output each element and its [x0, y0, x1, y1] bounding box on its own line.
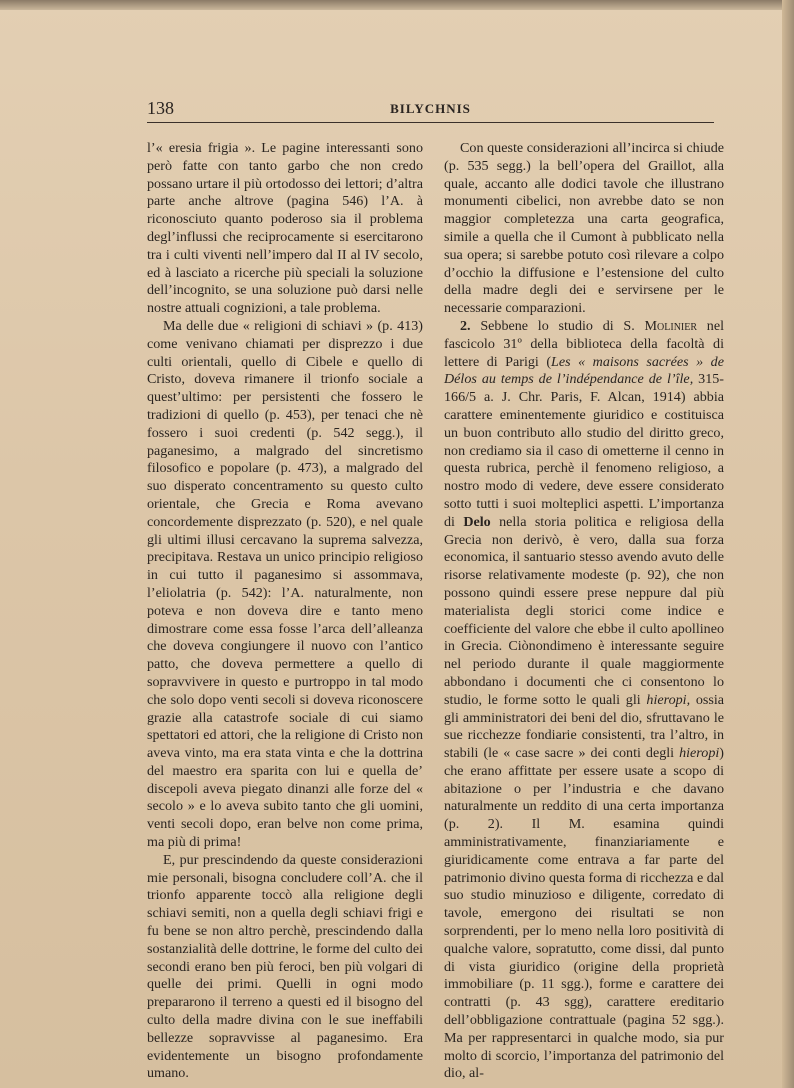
term-hieropi: hieropi	[679, 745, 720, 762]
text-run: 315-166/5 a. J. Chr. Paris, F. Alcan, 1914) abbia carattere eminentemente giuridico e costituisca un buon contributo allo studio del diritto greco, non crediamo sia il caso di ometterne il cenno in questa rubrica, perchè il fenomeno religioso, a nostro modo di vedere, deve essere considerato sotto tutti i suoi molteplici aspetti. L’importanza di	[444, 371, 724, 530]
page-header	[147, 98, 714, 123]
text-run: Sebbene lo studio di S.	[470, 317, 645, 334]
right-paragraph-2	[444, 318, 724, 1083]
book-title: Les « maisons sacrées » de Délos au temps de l’indépendance de l’île,	[444, 353, 724, 388]
place-name-delo: Delo	[463, 513, 491, 530]
left-paragraph-2: Ma delle due « religioni di schiavi » (p. 413) come venivano chiamati per disprezzo i due culti orientali, quello di Cibele e quello di Cristo, doveva rimanere il trionfo sociale a quest’ultimo: per persistenti che fossero le tradizioni di quello (p. 453), per tenaci che nè fossero i suoi credenti (p. 542 segg.), il paganesimo, a malgrado del sincretismo filosofico e popolare (p. 473), a malgrado del suo disperato concentramento su questo culto orientale, che Grecia e Roma avevano concordemente disprezzato (p. 520), e nel quale gli ultimi illusi cercavano la suprema salvezza, precipitava. Restava un unico principio religioso in cui tutto il paganesimo si assommava, l’eliolatria (p. 542): l’A. naturalmente, non poteva e non doveva dire e tanto meno dimostrare come essa fosse l’arca dell’alleanza che doveva congiungere il nuovo con l’antico patto, che doveva permettere a quello di sopravvivere in questo e purtroppo in tal modo che solo dopo venti secoli si doveva riconoscere grazie alla catastrofe sociale di cui siamo spettatori ed attori, che la religione di Cristo non aveva vinto, ma era stata vinta e che la dottrina del maestro era sparita con lui e quella de’ discepoli aveva piegato dinanzi alle forze del « secolo » e lo aveva subito tanto che gli uomini, venti secoli dopo, eran belve non come prima, ma più di prima!	[147, 317, 423, 851]
author-name: Molinier	[644, 317, 698, 334]
left-column	[147, 140, 423, 1083]
section-number: 2.	[460, 317, 471, 334]
left-paragraph-1: l’« eresia frigia ». Le pagine interessanti sono però fatte con tanto garbo che non credo possano urtare il più ortodosso dei lettori; d’altra parte anche altrove (pagina 546) l’A. à riconosciuto quanto poderoso sia il problema degl’influssi che reciprocamente si esercitarono tra i culti viventi nell’impero dal II al IV secolo, ed à lasciato a ricerche più speciali la soluzione dell’incognito, se una soluzione può darsi nelle nostre attuali cognizioni, a tale problema.	[147, 140, 423, 317]
page-right-edge	[782, 0, 794, 1088]
text-run: nel fascicolo 31º della biblioteca della facoltà di lettere di Parigi (	[444, 317, 724, 370]
page-number: 138	[147, 98, 174, 118]
running-title: BILYCHNIS	[390, 101, 471, 116]
right-paragraph-1: Con queste considerazioni all’incirca si chiude (p. 535 segg.) la bell’opera del Graillot, alla quale, accanto alle dodici tavole che illustrano monumenti cibelici, non avrebbe dato se non maggior completezza una carta geografica, simile a quella che il Cumont à pubblicato nella sua opera; si sarebbe potuto così rilevare a colpo d’occhio la diffusione e l’estensione del culto della madre degli dei e servirsene per le necessarie comparazioni.	[444, 140, 724, 317]
text-run: ossia gli amministratori dei beni del dio, sfruttavano le sue ricchezze fondiarie consistenti, tra l’altro, in stabili (le « case sacre » dei conti degli	[444, 691, 725, 762]
left-paragraph-3: E, pur prescindendo da queste considerazioni mie personali, bisogna concludere coll’A. che il trionfo apparente toccò alla religione degli schiavi semiti, non a quella degli schiavi frigi e fu bene se non altro perchè, prescindendo dalla sostanzialità delle dottrine, le forme del culto dei secondi erano ben più feroci, ben più volgari di quelle dei primi. Quelli in ogni modo prepararono il terreno a questi ed il bisogno del culto della madre divina con le sue ineffabili bellezze sopravvisse al paganesimo. Era evidentemente un bisogno profondamente umano.	[147, 851, 423, 1082]
right-column	[444, 140, 724, 1083]
term-hieropi: hieropi,	[646, 691, 691, 708]
page-top-edge	[0, 0, 794, 10]
text-run: ) che erano affittate per essere usate a scopo di abitazione o per l’industria e che davano naturalmente un reddito di una certa importanza (p. 2). Il M. esamina quindi amministrativamente, finanziariamente e giuridicamente come entrava a far parte del patrimonio divino questa forma di ricchezza e dal suo studio minuzioso e diligente, corredato di tavole, emergono dei risultati se non sorprendenti, per lo meno nella loro positività di qualche valore, sopratutto, come dissi, dal punto di vista giuridico (origine della proprietà immobiliare (p. 11 sgg.), forme e carattere dei contratti (p. 43 sgg), carattere ereditario dell’obbligazione contrattuale (pagina 52 sgg.). Ma per rappresentarci in qualche modo, sia pur molto di scorcio, l’importanza del patrimonio del dio, al-	[444, 745, 724, 1082]
text-run: nella storia politica e religiosa della Grecia non derivò, è vero, dalla sua forza economica, il santuario stesso avendo avuto delle risorse relativamente modeste (p. 92), che non possono quindi essere prese neppure dal più materialista degli storici come indice e coefficiente del valore che ebbe il culto apollineo in Grecia. Ciònondimeno è interessante seguire nel periodo durante il quale maggiormente abbondano i documenti che ci consentono lo studio, le forme sotto le quali gli	[444, 513, 724, 708]
